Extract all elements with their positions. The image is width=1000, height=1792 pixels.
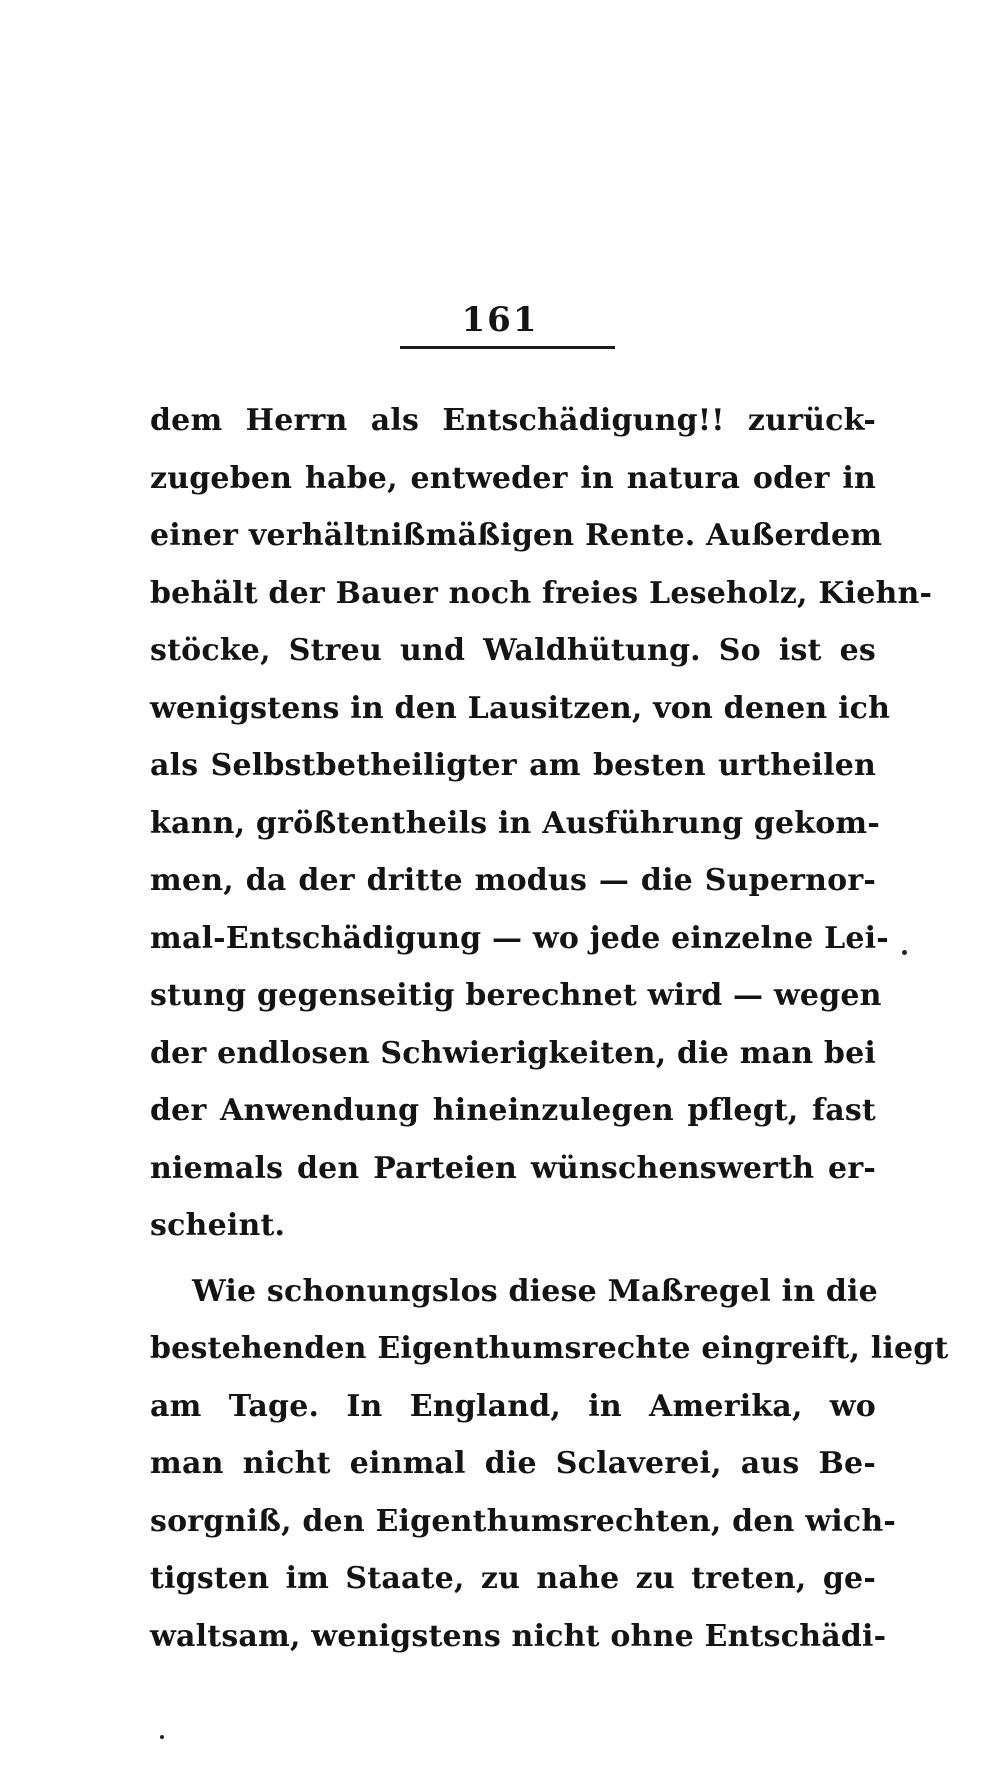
text-line: der Anwendung hineinzulegen pflegt, fast [150, 1093, 876, 1128]
paragraph-gap [150, 1255, 876, 1263]
text-line: scheint. [150, 1208, 286, 1243]
ink-speck [160, 1735, 164, 1739]
text-line: behält der Bauer noch freies Leseholz, Kiehn- [150, 575, 933, 611]
body-text [150, 392, 949, 1665]
text-line: mal-Entschädigung — wo jede einzelne Lei- [150, 920, 889, 956]
text-line: men, da der dritte modus — die Supernor- [150, 863, 876, 898]
text-line: stöcke, Streu und Waldhütung. So ist es [150, 633, 876, 668]
text-line: niemals den Parteien wünschenswerth er- [150, 1150, 876, 1186]
text-line: kann, größtentheils in Ausführung gekom- [150, 805, 881, 841]
text-line: zugeben habe, entweder in natura oder in [150, 460, 876, 496]
page-number: 161 [461, 300, 539, 340]
text-line: als Selbstbetheiligter am besten urtheilen [150, 748, 876, 783]
text-line: sorgniß, den Eigenthumsrechten, den wich- [150, 1503, 897, 1539]
ink-speck [902, 950, 907, 955]
text-line: der endlosen Schwierigkeiten, die man bei [150, 1035, 876, 1071]
header-rule [400, 346, 615, 349]
text-line: dem Herrn als Entschädigung!! zurück- [150, 403, 876, 438]
text-line: am Tage. In England, in Amerika, wo [150, 1388, 876, 1424]
text-line: einer verhältnißmäßigen Rente. Außerdem [150, 518, 883, 553]
text-line: stung gegenseitig berechnet wird — wegen [150, 978, 882, 1013]
text-line: man nicht einmal die Sclaverei, aus Be- [150, 1446, 876, 1481]
paragraph-2 [150, 1263, 949, 1666]
text-line: bestehenden Eigenthumsrechte eingreift, liegt [150, 1331, 949, 1366]
text-line: Wie schonungslos diese Maßregel in die [192, 1273, 878, 1309]
text-line: waltsam, wenigstens nicht ohne Entschädi- [150, 1618, 887, 1654]
text-line: tigsten im Staate, zu nahe zu treten, ge- [150, 1561, 876, 1596]
paragraph-1 [150, 392, 933, 1255]
text-line: wenigstens in den Lausitzen, von denen ich [150, 690, 891, 726]
